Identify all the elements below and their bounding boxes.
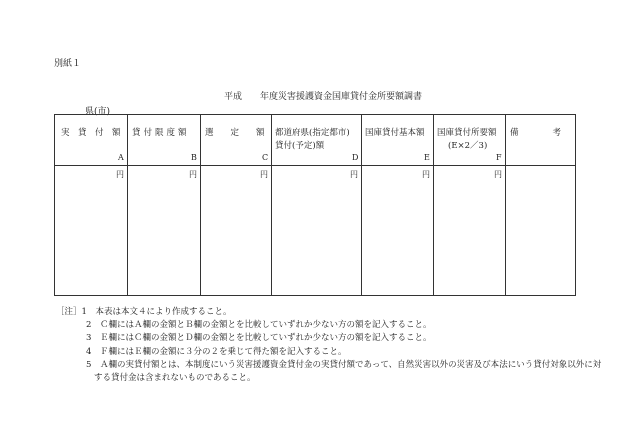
column-letter-f: F bbox=[496, 153, 502, 162]
note-text: Ｅ欄にはＣ欄の金額とＤ欄の金額とを比較していずれか少ない方の額を記入すること。 bbox=[99, 333, 432, 344]
note-number: 3 bbox=[86, 333, 92, 344]
note-item-continuation bbox=[56, 372, 601, 385]
note-item bbox=[56, 319, 601, 332]
note-item bbox=[56, 359, 601, 372]
header-national-required-formula: (E×2／3) bbox=[448, 141, 488, 151]
notes-section bbox=[56, 306, 601, 385]
notes-prefix: ［注］ bbox=[56, 307, 82, 317]
unit-yen-c: 円 bbox=[260, 170, 268, 179]
column-divider bbox=[433, 115, 434, 295]
unit-yen-a: 円 bbox=[116, 170, 124, 179]
column-divider bbox=[200, 115, 201, 295]
note-item bbox=[56, 306, 601, 319]
column-letter-c: C bbox=[262, 153, 269, 162]
unit-yen-e: 円 bbox=[422, 170, 430, 179]
column-letter-a: A bbox=[118, 153, 124, 162]
header-national-required: 国庫貸付所要額 bbox=[437, 128, 497, 138]
column-letter-e: E bbox=[424, 153, 430, 162]
note-number: 2 bbox=[86, 320, 92, 331]
header-actual-loan: 実 貸 付 額 bbox=[61, 128, 121, 138]
unit-yen-f: 円 bbox=[494, 170, 502, 179]
annex-label: 別紙１ bbox=[54, 59, 82, 69]
note-number: 4 bbox=[86, 346, 92, 357]
note-text: 本表は本文４により作成すること。 bbox=[95, 307, 232, 317]
requirement-table bbox=[54, 114, 576, 296]
document-title: 平成 年度災害援護資金国庫貸付金所要額調書 bbox=[224, 92, 423, 102]
unit-yen-d: 円 bbox=[350, 170, 358, 179]
header-remarks: 備 考 bbox=[510, 128, 562, 138]
column-divider bbox=[361, 115, 362, 295]
note-number: 5 bbox=[86, 359, 92, 370]
note-text: する貸付金は含まれないものであること。 bbox=[94, 373, 256, 384]
unit-yen-b: 円 bbox=[189, 170, 197, 179]
note-number: 1 bbox=[81, 307, 87, 317]
note-text: Ｃ欄にはＡ欄の金額とＢ欄の金額とを比較していずれか少ない方の額を記入すること。 bbox=[99, 320, 432, 331]
header-national-base: 国庫貸付基本額 bbox=[365, 128, 425, 138]
note-item bbox=[56, 346, 601, 359]
header-prefecture-loan: 都道府県(指定都市) bbox=[275, 128, 350, 138]
header-loan-limit: 貸付限度額 bbox=[132, 128, 190, 138]
header-prefecture-loan-line2: 貸付(予定)額 bbox=[275, 141, 325, 151]
prefecture-label: 県(市) bbox=[85, 107, 111, 117]
column-letter-b: B bbox=[191, 153, 197, 162]
header-selected-amount: 選 定 額 bbox=[205, 128, 265, 138]
note-text: Ｆ欄にはＥ欄の金額に３分の２を乗じて得た額を記入すること。 bbox=[99, 346, 347, 357]
column-divider bbox=[271, 115, 272, 295]
column-divider bbox=[127, 115, 128, 295]
note-text: Ａ欄の実貸付額とは、本制度にいう災害援護資金貸付金の実貸付額であって、自然災害以外の災害及び本法にいう貸付対象以外に対 bbox=[99, 359, 602, 370]
note-item bbox=[56, 332, 601, 345]
header-divider bbox=[55, 165, 575, 166]
column-letter-d: D bbox=[352, 153, 359, 162]
column-divider bbox=[505, 115, 506, 295]
